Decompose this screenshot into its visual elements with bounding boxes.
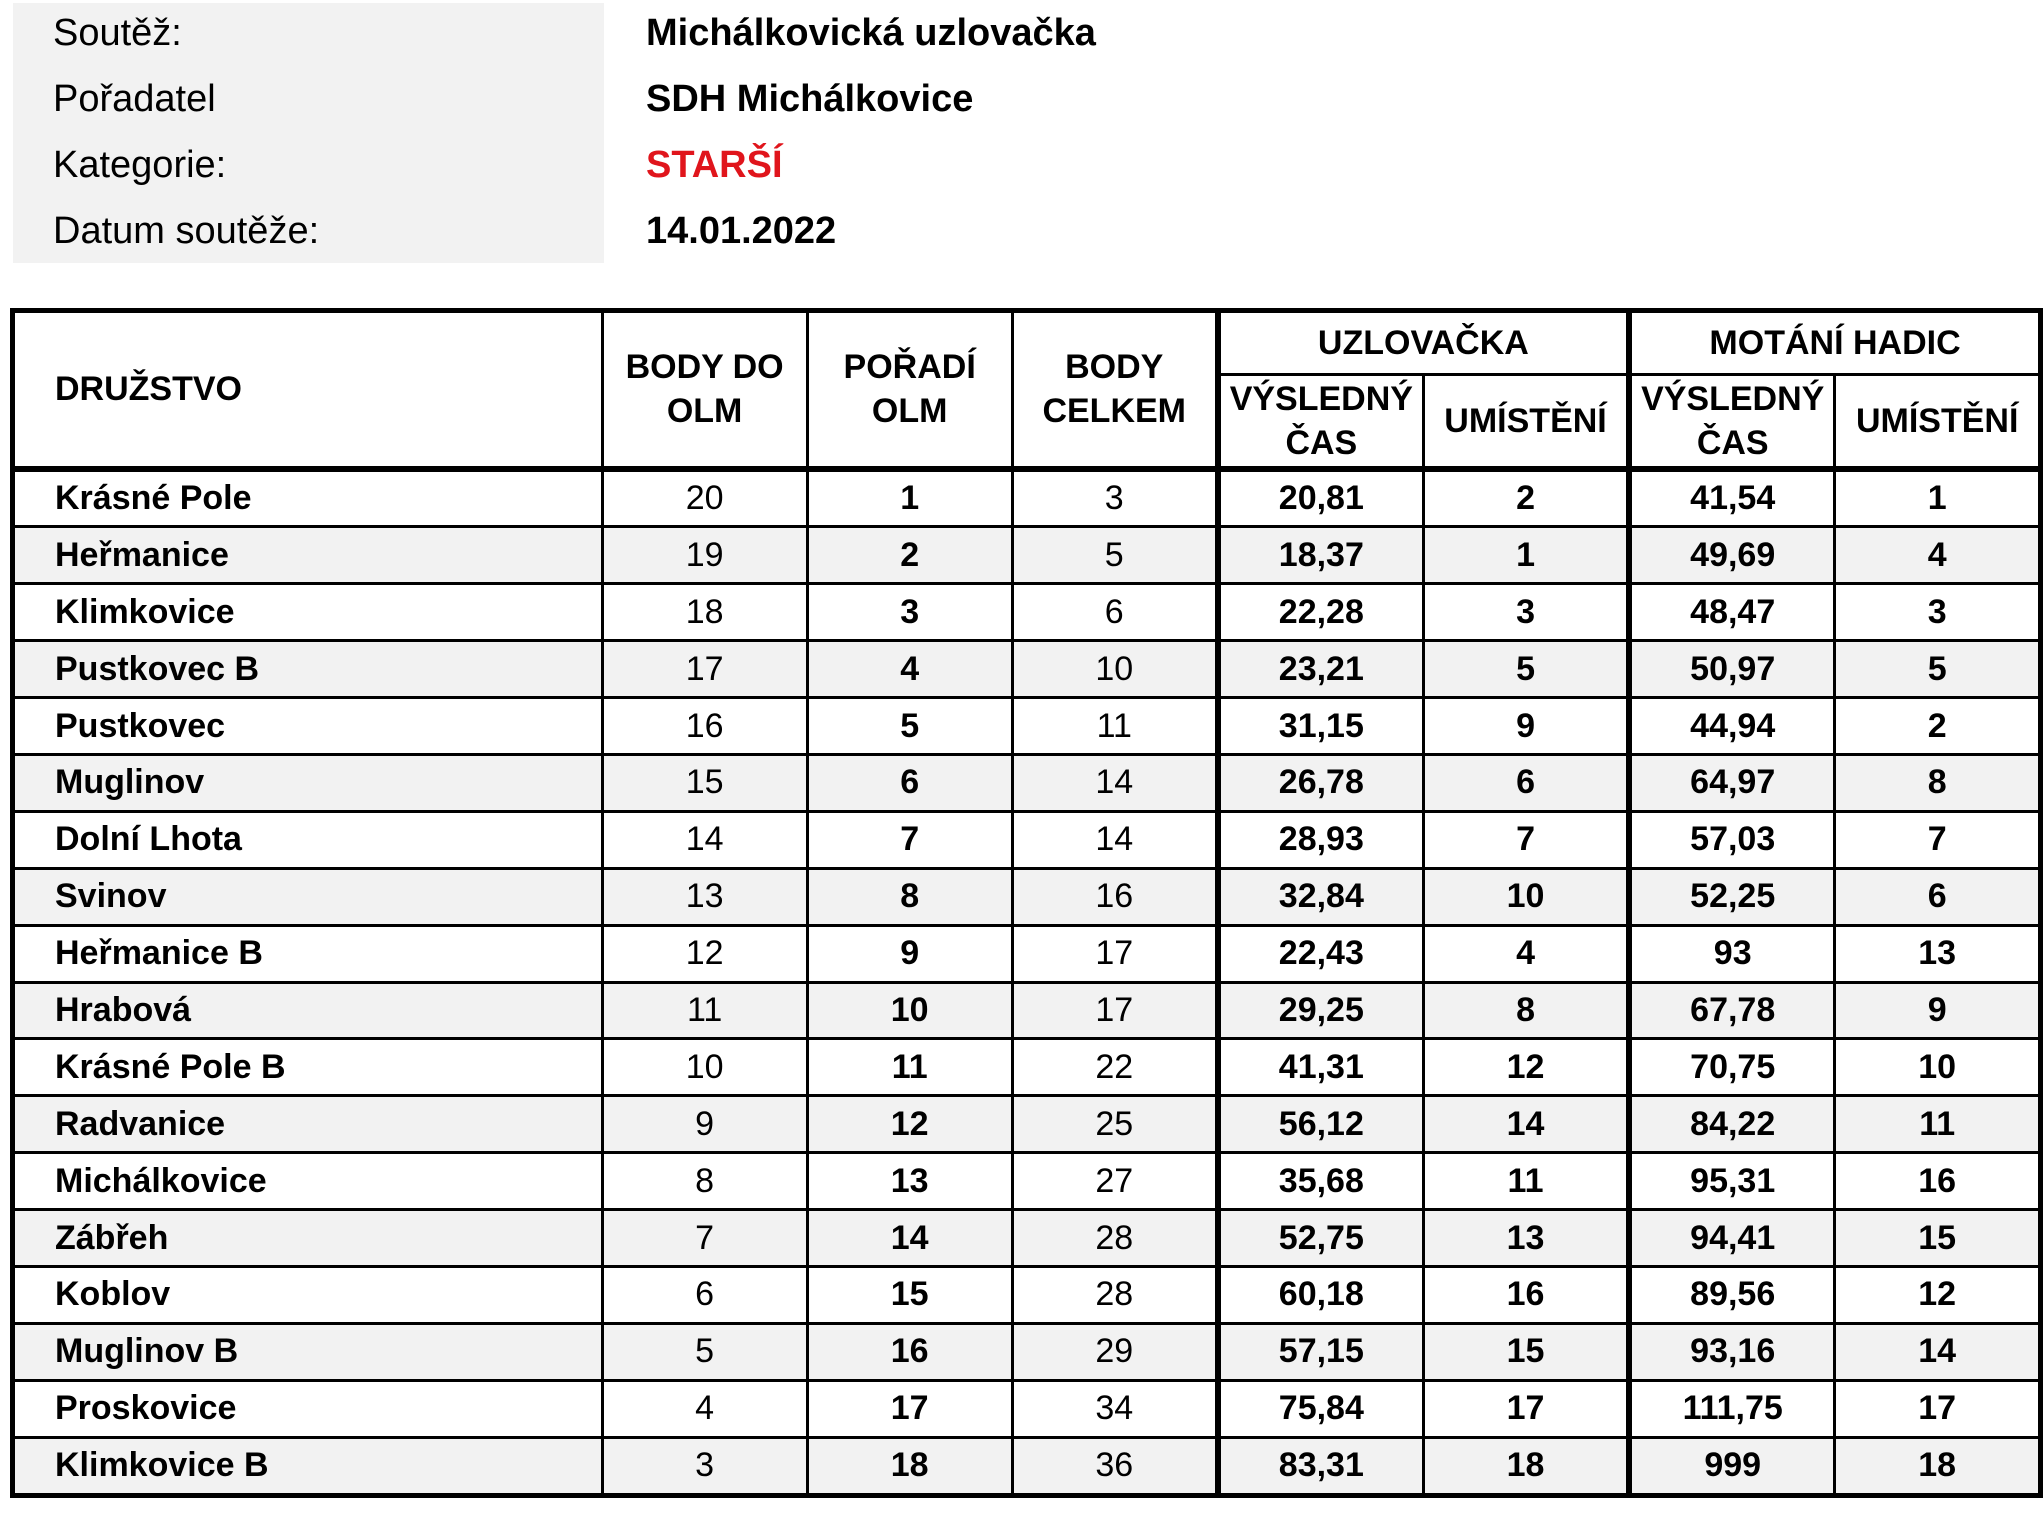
hoses-place-cell: 6 [1835,868,2041,925]
team-name-cell: Heřmanice [13,527,603,584]
team-name-cell: Heřmanice B [13,925,603,982]
table-row [13,1039,2041,1096]
header-hoses-group: MOTÁNÍ HADIC [1629,311,2040,375]
team-name-cell: Radvanice [13,1096,603,1153]
hoses-place-cell: 15 [1835,1210,2041,1267]
hoses-place-cell: 4 [1835,527,2041,584]
table-header [13,311,2041,469]
rank-olm-cell: 12 [807,1096,1012,1153]
table-row [13,925,2041,982]
knots-time-cell: 23,21 [1218,641,1424,698]
hoses-time-cell: 49,69 [1629,527,1835,584]
knots-time-cell: 83,31 [1218,1437,1424,1495]
knots-place-cell: 7 [1423,811,1629,868]
category-label: Kategorie: [53,144,227,186]
hoses-place-cell: 16 [1835,1153,2041,1210]
hoses-place-cell: 12 [1835,1266,2041,1323]
points-total-cell: 27 [1012,1153,1217,1210]
rank-olm-cell: 7 [807,811,1012,868]
knots-place-cell: 6 [1423,754,1629,811]
points-total-cell: 10 [1012,641,1217,698]
knots-place-cell: 4 [1423,925,1629,982]
header-knots-group: UZLOVAČKA [1218,311,1629,375]
hoses-place-cell: 11 [1835,1096,2041,1153]
competition-value: Michálkovická uzlovačka [646,12,1096,54]
points-total-cell: 11 [1012,698,1217,755]
points-total-cell: 36 [1012,1437,1217,1495]
table-row [13,1210,2041,1267]
points-olm-cell: 7 [602,1210,807,1267]
hoses-time-cell: 52,25 [1629,868,1835,925]
hoses-time-cell: 44,94 [1629,698,1835,755]
points-olm-cell: 5 [602,1323,807,1380]
table-body [13,469,2041,1496]
knots-place-cell: 1 [1423,527,1629,584]
rank-olm-cell: 2 [807,527,1012,584]
knots-time-cell: 29,25 [1218,982,1424,1039]
table-row [13,868,2041,925]
knots-place-cell: 2 [1423,469,1629,527]
knots-time-cell: 60,18 [1218,1266,1424,1323]
points-olm-cell: 20 [602,469,807,527]
team-name-cell: Klimkovice B [13,1437,603,1495]
rank-olm-cell: 14 [807,1210,1012,1267]
table-row [13,469,2041,527]
hoses-place-cell: 13 [1835,925,2041,982]
table-row [13,1153,2041,1210]
results-table [10,308,2043,1498]
points-olm-cell: 17 [602,641,807,698]
points-total-cell: 17 [1012,925,1217,982]
rank-olm-cell: 9 [807,925,1012,982]
table-row [13,1380,2041,1437]
points-olm-cell: 6 [602,1266,807,1323]
points-total-cell: 16 [1012,868,1217,925]
knots-time-cell: 32,84 [1218,868,1424,925]
points-olm-cell: 18 [602,584,807,641]
points-total-cell: 22 [1012,1039,1217,1096]
knots-place-cell: 13 [1423,1210,1629,1267]
team-name-cell: Klimkovice [13,584,603,641]
knots-time-cell: 28,93 [1218,811,1424,868]
hoses-place-cell: 3 [1835,584,2041,641]
points-olm-cell: 4 [602,1380,807,1437]
knots-place-cell: 9 [1423,698,1629,755]
info-row-category [0,132,1300,198]
date-label: Datum soutěže: [53,210,320,252]
knots-time-cell: 75,84 [1218,1380,1424,1437]
table-row [13,1096,2041,1153]
knots-place-cell: 10 [1423,868,1629,925]
team-name-cell: Pustkovec B [13,641,603,698]
points-olm-cell: 14 [602,811,807,868]
hoses-time-cell: 41,54 [1629,469,1835,527]
hoses-time-cell: 111,75 [1629,1380,1835,1437]
rank-olm-cell: 15 [807,1266,1012,1323]
table-row [13,527,2041,584]
hoses-time-cell: 64,97 [1629,754,1835,811]
table-row [13,1437,2041,1495]
rank-olm-cell: 13 [807,1153,1012,1210]
hoses-time-cell: 95,31 [1629,1153,1835,1210]
knots-place-cell: 16 [1423,1266,1629,1323]
hoses-place-cell: 1 [1835,469,2041,527]
header-team: DRUŽSTVO [13,311,603,469]
hoses-place-cell: 7 [1835,811,2041,868]
points-olm-cell: 3 [602,1437,807,1495]
knots-time-cell: 22,43 [1218,925,1424,982]
points-total-cell: 28 [1012,1210,1217,1267]
hoses-time-cell: 89,56 [1629,1266,1835,1323]
knots-time-cell: 52,75 [1218,1210,1424,1267]
team-name-cell: Proskovice [13,1380,603,1437]
knots-time-cell: 18,37 [1218,527,1424,584]
rank-olm-cell: 16 [807,1323,1012,1380]
rank-olm-cell: 5 [807,698,1012,755]
hoses-time-cell: 999 [1629,1437,1835,1495]
knots-place-cell: 5 [1423,641,1629,698]
points-total-cell: 6 [1012,584,1217,641]
hoses-time-cell: 94,41 [1629,1210,1835,1267]
header-hoses-place: UMÍSTĚNÍ [1835,375,2041,469]
header-points-total: BODY CELKEM [1012,311,1217,469]
hoses-time-cell: 84,22 [1629,1096,1835,1153]
competition-label: Soutěž: [53,12,182,54]
header-points-olm: BODY DO OLM [602,311,807,469]
points-olm-cell: 10 [602,1039,807,1096]
knots-place-cell: 17 [1423,1380,1629,1437]
knots-time-cell: 22,28 [1218,584,1424,641]
points-olm-cell: 12 [602,925,807,982]
hoses-time-cell: 50,97 [1629,641,1835,698]
points-total-cell: 34 [1012,1380,1217,1437]
rank-olm-cell: 3 [807,584,1012,641]
hoses-time-cell: 48,47 [1629,584,1835,641]
info-row-organizer [0,66,1300,132]
points-total-cell: 5 [1012,527,1217,584]
hoses-time-cell: 70,75 [1629,1039,1835,1096]
knots-time-cell: 20,81 [1218,469,1424,527]
team-name-cell: Svinov [13,868,603,925]
rank-olm-cell: 11 [807,1039,1012,1096]
info-row-competition [0,0,1300,66]
team-name-cell: Krásné Pole B [13,1039,603,1096]
rank-olm-cell: 1 [807,469,1012,527]
date-value: 14.01.2022 [646,210,837,252]
knots-place-cell: 3 [1423,584,1629,641]
rank-olm-cell: 8 [807,868,1012,925]
hoses-place-cell: 9 [1835,982,2041,1039]
knots-time-cell: 56,12 [1218,1096,1424,1153]
points-olm-cell: 11 [602,982,807,1039]
knots-time-cell: 35,68 [1218,1153,1424,1210]
header-knots-time: VÝSLEDNÝ ČAS [1218,375,1424,469]
points-total-cell: 29 [1012,1323,1217,1380]
team-name-cell: Zábřeh [13,1210,603,1267]
table-row [13,641,2041,698]
hoses-place-cell: 8 [1835,754,2041,811]
rank-olm-cell: 6 [807,754,1012,811]
knots-place-cell: 8 [1423,982,1629,1039]
knots-time-cell: 31,15 [1218,698,1424,755]
hoses-place-cell: 17 [1835,1380,2041,1437]
points-olm-cell: 9 [602,1096,807,1153]
team-name-cell: Pustkovec [13,698,603,755]
hoses-place-cell: 10 [1835,1039,2041,1096]
competition-info [0,0,1300,280]
knots-place-cell: 18 [1423,1437,1629,1495]
points-total-cell: 17 [1012,982,1217,1039]
knots-place-cell: 12 [1423,1039,1629,1096]
hoses-place-cell: 18 [1835,1437,2041,1495]
header-hoses-time: VÝSLEDNÝ ČAS [1629,375,1835,469]
team-name-cell: Dolní Lhota [13,811,603,868]
knots-place-cell: 11 [1423,1153,1629,1210]
hoses-place-cell: 2 [1835,698,2041,755]
header-knots-place: UMÍSTĚNÍ [1423,375,1629,469]
rank-olm-cell: 10 [807,982,1012,1039]
knots-place-cell: 14 [1423,1096,1629,1153]
table-row [13,584,2041,641]
points-total-cell: 14 [1012,754,1217,811]
points-total-cell: 3 [1012,469,1217,527]
hoses-time-cell: 93,16 [1629,1323,1835,1380]
team-name-cell: Michálkovice [13,1153,603,1210]
rank-olm-cell: 4 [807,641,1012,698]
points-total-cell: 14 [1012,811,1217,868]
organizer-value: SDH Michálkovice [646,78,974,120]
knots-time-cell: 57,15 [1218,1323,1424,1380]
points-olm-cell: 19 [602,527,807,584]
table-row [13,1323,2041,1380]
knots-place-cell: 15 [1423,1323,1629,1380]
knots-time-cell: 26,78 [1218,754,1424,811]
points-olm-cell: 15 [602,754,807,811]
table-row [13,811,2041,868]
table-row [13,754,2041,811]
rank-olm-cell: 17 [807,1380,1012,1437]
category-value: STARŠÍ [646,144,783,186]
table-row [13,982,2041,1039]
team-name-cell: Muglinov [13,754,603,811]
team-name-cell: Krásné Pole [13,469,603,527]
team-name-cell: Hrabová [13,982,603,1039]
points-total-cell: 25 [1012,1096,1217,1153]
team-name-cell: Muglinov B [13,1323,603,1380]
hoses-place-cell: 5 [1835,641,2041,698]
points-olm-cell: 16 [602,698,807,755]
header-rank-olm: POŘADÍ OLM [807,311,1012,469]
organizer-label: Pořadatel [53,78,216,120]
hoses-time-cell: 57,03 [1629,811,1835,868]
table-row [13,1266,2041,1323]
info-row-date [0,198,1300,264]
hoses-time-cell: 67,78 [1629,982,1835,1039]
team-name-cell: Koblov [13,1266,603,1323]
rank-olm-cell: 18 [807,1437,1012,1495]
table-row [13,698,2041,755]
hoses-time-cell: 93 [1629,925,1835,982]
points-total-cell: 28 [1012,1266,1217,1323]
hoses-place-cell: 14 [1835,1323,2041,1380]
knots-time-cell: 41,31 [1218,1039,1424,1096]
points-olm-cell: 8 [602,1153,807,1210]
points-olm-cell: 13 [602,868,807,925]
